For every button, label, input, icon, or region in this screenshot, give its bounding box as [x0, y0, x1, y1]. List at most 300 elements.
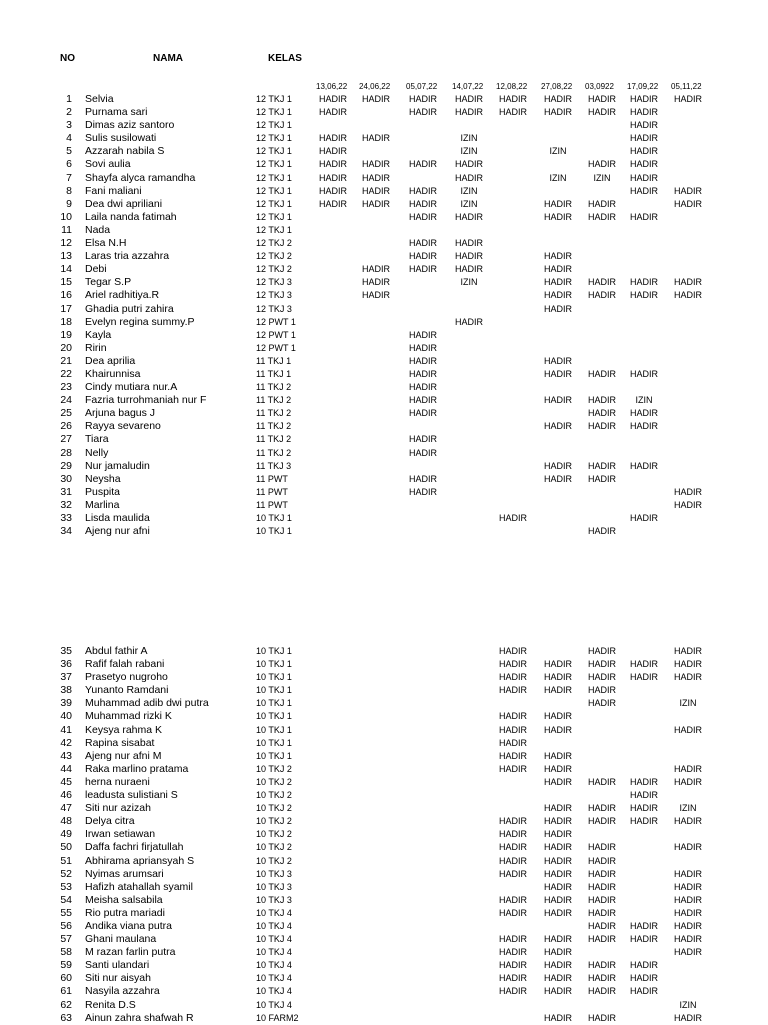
- attendance-cell: HADIR: [673, 646, 702, 656]
- attendance-cell: HADIR: [629, 120, 658, 131]
- student-class: 11 TKJ 2: [256, 382, 292, 393]
- student-name: Arjuna bagus J: [85, 407, 156, 420]
- attendance-cell: HADIR: [454, 94, 483, 104]
- attendance-cell: HADIR: [454, 264, 483, 275]
- attendance-cell: HADIR: [543, 934, 572, 945]
- attendance-cell: HADIR: [408, 107, 437, 118]
- row-number: 30: [60, 472, 72, 485]
- student-name: Ajeng nur afni M: [85, 749, 162, 762]
- row-number: 24: [60, 394, 72, 407]
- student-name: Rayya sevareno: [85, 420, 161, 433]
- attendance-cell: HADIR: [673, 920, 702, 931]
- attendance-cell: HADIR: [408, 355, 437, 366]
- row-number: 28: [60, 446, 72, 459]
- attendance-cell: HADIR: [543, 816, 572, 827]
- student-class: 10 TKJ 1: [256, 724, 292, 735]
- row-number: 12: [60, 237, 72, 250]
- row-number: 31: [60, 485, 72, 498]
- student-name: herna nuraeni: [85, 775, 150, 788]
- student-class: 10 TKJ 2: [256, 842, 292, 853]
- attendance-cell: HADIR: [543, 211, 572, 222]
- attendance-cell: HADIR: [361, 290, 390, 301]
- student-class: 12 TKJ 1: [256, 224, 292, 235]
- row-number: 4: [66, 132, 72, 145]
- attendance-cell: HADIR: [498, 646, 527, 656]
- student-name: Ghani maulana: [85, 933, 157, 946]
- attendance-cell: HADIR: [587, 473, 616, 484]
- row-number: 59: [60, 959, 72, 972]
- student-name: Sovi aulia: [85, 158, 131, 171]
- attendance-cell: HADIR: [543, 763, 572, 774]
- attendance-cell: HADIR: [498, 94, 527, 104]
- attendance-cell: HADIR: [361, 198, 390, 209]
- attendance-cell: IZIN: [679, 803, 697, 814]
- attendance-cell: HADIR: [498, 737, 527, 748]
- row-number: 32: [60, 498, 72, 511]
- student-class: 10 TKJ 4: [256, 907, 292, 918]
- row-number: 60: [60, 972, 72, 985]
- attendance-cell: HADIR: [587, 960, 616, 971]
- attendance-cell: HADIR: [629, 960, 658, 971]
- attendance-cell: HADIR: [498, 750, 527, 761]
- attendance-cell: HADIR: [408, 434, 437, 445]
- attendance-cell: IZIN: [460, 146, 478, 157]
- attendance-cell: IZIN: [593, 172, 611, 183]
- row-number: 42: [60, 736, 72, 749]
- row-number: 17: [60, 302, 72, 315]
- attendance-cell: HADIR: [587, 986, 616, 997]
- attendance-cell: HADIR: [629, 107, 658, 118]
- student-class: 12 TKJ 1: [256, 198, 292, 209]
- date-header: 27,08,22: [541, 82, 573, 91]
- attendance-cell: HADIR: [587, 973, 616, 984]
- attendance-cell: HADIR: [587, 803, 616, 814]
- row-number: 45: [60, 775, 72, 788]
- attendance-cell: HADIR: [543, 842, 572, 853]
- attendance-cell: HADIR: [543, 776, 572, 787]
- date-header: 13,06,22: [316, 82, 348, 91]
- student-class: 10 FARM2: [256, 1012, 299, 1023]
- student-class: 10 TKJ 3: [256, 894, 292, 905]
- attendance-cell: HADIR: [629, 368, 658, 379]
- row-number: 1: [66, 93, 72, 105]
- attendance-cell: HADIR: [629, 934, 658, 945]
- attendance-cell: HADIR: [587, 94, 616, 104]
- student-class: 11 TKJ 2: [256, 447, 292, 458]
- student-name: Ririn: [85, 341, 107, 354]
- student-name: Ajeng nur afni: [85, 525, 150, 538]
- attendance-cell: HADIR: [673, 486, 702, 497]
- attendance-cell: HADIR: [587, 855, 616, 866]
- attendance-cell: HADIR: [361, 264, 390, 275]
- attendance-cell: HADIR: [587, 211, 616, 222]
- date-header: 05,11,22: [671, 82, 702, 91]
- attendance-cell: HADIR: [408, 368, 437, 379]
- student-name: Dimas aziz santoro: [85, 119, 175, 132]
- student-class: 10 TKJ 1: [256, 526, 292, 537]
- student-name: Tegar S.P: [85, 276, 132, 289]
- attendance-cell: HADIR: [498, 672, 527, 683]
- row-number: 57: [60, 933, 72, 946]
- student-name: Ainun zahra shafwah R: [85, 1011, 194, 1024]
- attendance-cell: HADIR: [454, 159, 483, 170]
- row-number: 15: [60, 276, 72, 289]
- attendance-cell: HADIR: [587, 842, 616, 853]
- attendance-cell: HADIR: [408, 211, 437, 222]
- attendance-cell: HADIR: [673, 672, 702, 683]
- attendance-cell: HADIR: [543, 659, 572, 670]
- student-class: 12 TKJ 1: [256, 211, 292, 222]
- student-class: 10 TKJ 1: [256, 685, 292, 696]
- student-class: 11 PWT: [256, 473, 288, 484]
- row-number: 49: [60, 828, 72, 841]
- attendance-cell: HADIR: [498, 711, 527, 722]
- student-name: Yunanto Ramdani: [85, 684, 169, 697]
- attendance-cell: HADIR: [629, 672, 658, 683]
- student-name: Abdul fathir A: [85, 645, 148, 657]
- attendance-cell: HADIR: [408, 408, 437, 419]
- attendance-cell: HADIR: [318, 94, 347, 104]
- row-number: 18: [60, 315, 72, 328]
- row-number: 6: [66, 158, 72, 171]
- row-number: 58: [60, 946, 72, 959]
- student-name: Abhirama apriansyah S: [85, 854, 195, 867]
- student-class: 12 TKJ 1: [256, 159, 292, 170]
- student-class: 10 TKJ 1: [256, 672, 292, 683]
- attendance-cell: HADIR: [673, 776, 702, 787]
- student-name: Nasyila azzahra: [85, 985, 160, 998]
- student-name: Renita D.S: [85, 998, 136, 1011]
- attendance-cell: HADIR: [673, 934, 702, 945]
- student-class: 12 TKJ 2: [256, 264, 292, 275]
- attendance-cell: HADIR: [408, 395, 437, 406]
- attendance-cell: HADIR: [543, 107, 572, 118]
- attendance-cell: HADIR: [408, 342, 437, 353]
- student-name: Shayfa alyca ramandha: [85, 171, 196, 184]
- row-number: 35: [60, 645, 72, 657]
- student-class: 12 TKJ 3: [256, 303, 292, 314]
- student-name: Laila nanda fatimah: [85, 210, 177, 223]
- row-number: 47: [60, 802, 72, 815]
- row-number: 19: [60, 328, 72, 341]
- attendance-cell: HADIR: [408, 94, 437, 104]
- row-number: 54: [60, 893, 72, 906]
- student-class: 10 TKJ 2: [256, 829, 292, 840]
- attendance-cell: HADIR: [673, 763, 702, 774]
- date-header: 14,07,22: [452, 82, 484, 91]
- attendance-cell: HADIR: [408, 264, 437, 275]
- attendance-cell: HADIR: [498, 947, 527, 958]
- student-class: 12 TKJ 1: [256, 120, 292, 131]
- student-class: 11 TKJ 3: [256, 460, 292, 471]
- row-number: 63: [60, 1011, 72, 1024]
- row-number: 55: [60, 906, 72, 919]
- attendance-cell: HADIR: [543, 421, 572, 432]
- student-class: 11 TKJ 2: [256, 408, 292, 419]
- attendance-cell: HADIR: [629, 408, 658, 419]
- attendance-cell: HADIR: [318, 146, 347, 157]
- student-name: M razan farlin putra: [85, 946, 176, 959]
- row-number: 14: [60, 263, 72, 276]
- student-class: 10 TKJ 3: [256, 868, 292, 879]
- attendance-cell: HADIR: [587, 685, 616, 696]
- student-class: 12 PWT 1: [256, 316, 296, 327]
- student-name: Daffa fachri firjatullah: [85, 841, 184, 854]
- attendance-cell: HADIR: [543, 290, 572, 301]
- student-class: 12 TKJ 1: [256, 172, 292, 183]
- student-name: Meisha salsabila: [85, 893, 163, 906]
- attendance-cell: HADIR: [587, 646, 616, 656]
- student-name: Tiara: [85, 433, 109, 446]
- row-number: 56: [60, 919, 72, 932]
- attendance-cell: HADIR: [673, 907, 702, 918]
- attendance-cell: HADIR: [498, 986, 527, 997]
- student-class: 12 TKJ 2: [256, 238, 292, 249]
- row-number: 34: [60, 525, 72, 538]
- student-name: Fazria turrohmaniah nur F: [85, 394, 207, 407]
- attendance-cell: HADIR: [318, 198, 347, 209]
- attendance-cell: HADIR: [629, 513, 658, 523]
- student-name: Neysha: [85, 472, 121, 485]
- student-name: leadusta sulistiani S: [85, 789, 178, 802]
- row-number: 13: [60, 250, 72, 263]
- student-class: 12 TKJ 1: [256, 146, 292, 157]
- row-number: 61: [60, 985, 72, 998]
- attendance-cell: HADIR: [587, 198, 616, 209]
- attendance-cell: HADIR: [543, 198, 572, 209]
- student-name: Keysya rahma K: [85, 723, 163, 736]
- attendance-cell: HADIR: [498, 816, 527, 827]
- student-name: Nada: [85, 223, 111, 236]
- student-name: Dea dwi apriliani: [85, 197, 163, 210]
- student-name: Siti nur azizah: [85, 802, 151, 815]
- attendance-cell: HADIR: [587, 907, 616, 918]
- attendance-cell: HADIR: [361, 159, 390, 170]
- attendance-cell: HADIR: [629, 172, 658, 183]
- student-class: 10 TKJ 2: [256, 803, 292, 814]
- attendance-cell: HADIR: [629, 920, 658, 931]
- attendance-cell: HADIR: [408, 329, 437, 340]
- attendance-cell: HADIR: [673, 724, 702, 735]
- student-class: 10 TKJ 2: [256, 816, 292, 827]
- attendance-cell: HADIR: [543, 881, 572, 892]
- student-class: 10 TKJ 4: [256, 960, 292, 971]
- attendance-cell: IZIN: [460, 185, 478, 196]
- attendance-cell: IZIN: [460, 277, 478, 288]
- attendance-cell: HADIR: [498, 724, 527, 735]
- student-class: 12 TKJ 2: [256, 251, 292, 262]
- row-number: 10: [60, 210, 72, 223]
- student-class: 10 TKJ 4: [256, 973, 292, 984]
- student-name: Elsa N.H: [85, 237, 127, 250]
- attendance-cell: HADIR: [498, 855, 527, 866]
- row-number: 25: [60, 407, 72, 420]
- student-class: 10 TKJ 3: [256, 881, 292, 892]
- row-number: 22: [60, 367, 72, 380]
- attendance-cell: HADIR: [543, 724, 572, 735]
- attendance-cell: HADIR: [543, 395, 572, 406]
- attendance-cell: HADIR: [673, 881, 702, 892]
- attendance-cell: HADIR: [587, 159, 616, 170]
- attendance-cell: HADIR: [673, 499, 702, 510]
- attendance-cell: HADIR: [498, 842, 527, 853]
- attendance-cell: HADIR: [543, 685, 572, 696]
- attendance-cell: HADIR: [629, 290, 658, 301]
- attendance-cell: HADIR: [498, 934, 527, 945]
- attendance-cell: HADIR: [454, 107, 483, 118]
- student-class: 10 TKJ 1: [256, 750, 292, 761]
- row-number: 62: [60, 998, 72, 1011]
- attendance-cell: HADIR: [587, 881, 616, 892]
- attendance-cell: HADIR: [361, 133, 390, 144]
- attendance-cell: HADIR: [543, 829, 572, 840]
- attendance-cell: IZIN: [460, 133, 478, 144]
- student-class: 10 TKJ 1: [256, 513, 292, 523]
- attendance-cell: IZIN: [679, 999, 697, 1010]
- attendance-cell: IZIN: [460, 198, 478, 209]
- attendance-cell: HADIR: [629, 159, 658, 170]
- student-name: Sulis susilowati: [85, 132, 157, 145]
- attendance-cell: HADIR: [673, 868, 702, 879]
- student-name: Ghadia putri zahira: [85, 302, 174, 315]
- student-name: Lisda maulida: [85, 512, 150, 524]
- attendance-cell: HADIR: [543, 803, 572, 814]
- attendance-cell: HADIR: [629, 421, 658, 432]
- attendance-cell: HADIR: [587, 395, 616, 406]
- student-class: 12 TKJ 3: [256, 277, 292, 288]
- attendance-cell: HADIR: [543, 973, 572, 984]
- student-name: Fani maliani: [85, 184, 142, 197]
- attendance-cell: HADIR: [673, 185, 702, 196]
- attendance-cell: HADIR: [408, 185, 437, 196]
- attendance-cell: HADIR: [543, 1012, 572, 1023]
- student-name: Khairunnisa: [85, 367, 141, 380]
- student-class: 10 TKJ 4: [256, 986, 292, 997]
- attendance-cell: HADIR: [454, 316, 483, 327]
- attendance-cell: HADIR: [498, 907, 527, 918]
- student-name: Kayla: [85, 328, 112, 341]
- attendance-cell: HADIR: [361, 277, 390, 288]
- attendance-cell: HADIR: [587, 934, 616, 945]
- attendance-cell: HADIR: [629, 986, 658, 997]
- attendance-cell: HADIR: [454, 172, 483, 183]
- date-header: 24,06,22: [359, 82, 391, 91]
- attendance-cell: HADIR: [629, 133, 658, 144]
- attendance-cell: HADIR: [498, 973, 527, 984]
- student-name: Andika viana putra: [85, 919, 172, 932]
- row-number: 46: [60, 789, 72, 802]
- row-number: 36: [60, 658, 72, 671]
- student-class: 11 TKJ 1: [256, 355, 292, 366]
- attendance-cell: HADIR: [454, 211, 483, 222]
- attendance-cell: HADIR: [587, 526, 616, 537]
- student-class: 10 TKJ 4: [256, 947, 292, 958]
- attendance-cell: HADIR: [318, 107, 347, 118]
- row-number: 9: [66, 197, 72, 210]
- student-class: 12 TKJ 1: [256, 133, 292, 144]
- attendance-cell: HADIR: [629, 803, 658, 814]
- attendance-cell: HADIR: [543, 460, 572, 471]
- student-name: Irwan setiawan: [85, 828, 156, 841]
- attendance-cell: HADIR: [587, 460, 616, 471]
- attendance-cell: HADIR: [629, 146, 658, 157]
- attendance-cell: HADIR: [587, 920, 616, 931]
- student-name: Rafif falah rabani: [85, 658, 165, 671]
- row-number: 52: [60, 867, 72, 880]
- row-number: 29: [60, 459, 72, 472]
- row-number: 50: [60, 841, 72, 854]
- row-number: 41: [60, 723, 72, 736]
- attendance-cell: HADIR: [543, 894, 572, 905]
- attendance-cell: HADIR: [629, 185, 658, 196]
- attendance-cell: HADIR: [408, 473, 437, 484]
- row-number: 26: [60, 420, 72, 433]
- student-class: 12 TKJ 1: [256, 107, 292, 118]
- attendance-cell: HADIR: [543, 264, 572, 275]
- attendance-cell: HADIR: [498, 513, 527, 523]
- student-name: Rapina sisabat: [85, 736, 155, 749]
- student-name: Delya citra: [85, 815, 135, 828]
- student-name: Muhammad adib dwi putra: [85, 697, 209, 710]
- attendance-cell: HADIR: [629, 277, 658, 288]
- attendance-cell: HADIR: [408, 159, 437, 170]
- attendance-cell: HADIR: [318, 133, 347, 144]
- attendance-cell: HADIR: [587, 277, 616, 288]
- attendance-cell: HADIR: [543, 277, 572, 288]
- student-class: 11 TKJ 2: [256, 421, 292, 432]
- attendance-cell: HADIR: [408, 447, 437, 458]
- row-number: 27: [60, 433, 72, 446]
- student-class: 10 TKJ 2: [256, 855, 292, 866]
- row-number: 21: [60, 354, 72, 367]
- row-number: 20: [60, 341, 72, 354]
- attendance-cell: HADIR: [629, 460, 658, 471]
- attendance-cell: HADIR: [587, 408, 616, 419]
- attendance-cell: HADIR: [498, 107, 527, 118]
- student-name: Dea aprilia: [85, 354, 136, 367]
- row-number: 51: [60, 854, 72, 867]
- student-name: Cindy mutiara nur.A: [85, 381, 178, 394]
- student-class: 10 TKJ 4: [256, 920, 292, 931]
- attendance-cell: HADIR: [587, 672, 616, 683]
- attendance-cell: HADIR: [543, 355, 572, 366]
- attendance-cell: IZIN: [679, 698, 697, 709]
- attendance-cell: HADIR: [318, 172, 347, 183]
- student-class: 12 PWT 1: [256, 329, 296, 340]
- attendance-cell: HADIR: [543, 711, 572, 722]
- attendance-cell: HADIR: [629, 659, 658, 670]
- attendance-cell: IZIN: [635, 395, 653, 406]
- attendance-cell: HADIR: [587, 368, 616, 379]
- attendance-cell: HADIR: [318, 159, 347, 170]
- attendance-cell: HADIR: [543, 947, 572, 958]
- student-name: Muhammad rizki K: [85, 710, 172, 723]
- attendance-cell: HADIR: [318, 185, 347, 196]
- row-number: 7: [66, 171, 72, 184]
- student-class: 10 TKJ 2: [256, 790, 292, 801]
- row-number: 48: [60, 815, 72, 828]
- student-name: Puspita: [85, 485, 121, 498]
- row-number: 37: [60, 671, 72, 684]
- attendance-cell: HADIR: [361, 94, 390, 104]
- student-class: 11 TKJ 2: [256, 395, 292, 406]
- student-name: Azzarah nabila S: [85, 145, 165, 158]
- student-name: Selvia: [85, 93, 114, 105]
- attendance-cell: HADIR: [587, 421, 616, 432]
- row-number: 43: [60, 749, 72, 762]
- attendance-cell: HADIR: [587, 1012, 616, 1023]
- student-class: 10 TKJ 2: [256, 763, 292, 774]
